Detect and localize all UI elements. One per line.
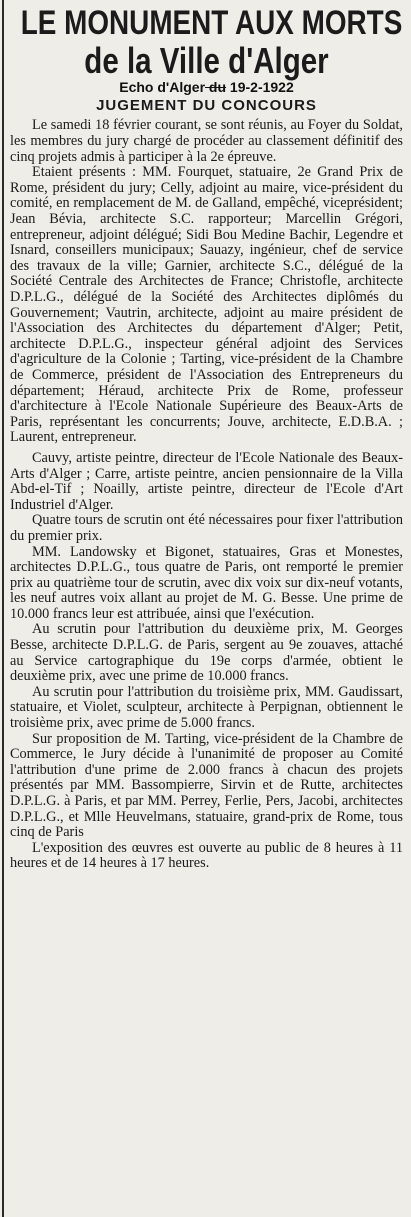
paragraph-3: Cauvy, artiste peintre, directeur de l'Ecole Nationale des Beaux-Arts d'Alger ; Carre, artiste peintre, ancien pensionnaire de la Villa Abd-el-Tif ; Noailly, artiste peintre, directeur de l'Ecole d'Art Industriel d'Alger. (10, 449, 403, 513)
article-body (10, 118, 403, 872)
annotation-prefix: Echo d'Alger (119, 79, 206, 96)
paragraph-9: L'exposition des œuvres est ouverte au public de 8 heures à 11 heures et de 14 heures à 17 heures. (10, 839, 403, 872)
headline-line-2: de la Ville d'Alger (84, 39, 329, 81)
paragraph-8: Sur proposition de M. Tarting, vice-président de la Chambre de Commerce, le Jury décide à l'unanimité de proposer au Comité l'attribution d'une prime de 2.000 francs à chacun des projets présentés par MM. Bassompierre, Sirvin et de Rutte, architectes D.P.L.G. à Paris, et par MM. Perrey, Ferlie, Pers, Jacobi, architectes D.P.L.G., et Mlle Heuvelmans, statuaire, grand-prix de Rome, tous cinq de Paris (10, 730, 403, 841)
paragraph-4: Quatre tours de scrutin ont été nécessaires pour fixer l'attribution du premier prix. (10, 512, 403, 544)
annotation-date: 19-2-1922 (226, 79, 294, 96)
paragraph-7: Au scrutin pour l'attribution du troisième prix, MM. Gaudissart, statuaire, et Violet, sculpteur, architecte à Perpignan, obtiennent le troisième prix, avec prime de 5.000 francs. (10, 683, 403, 732)
article-subheading: JUGEMENT DU CONCOURS (96, 97, 317, 115)
annotation-struck: du (205, 79, 227, 96)
headline-line-1: LE MONUMENT AUX MORTS (20, 4, 403, 42)
source-annotation (10, 79, 403, 95)
paragraph-6: Au scrutin pour l'attribution du deuxième prix, M. Georges Besse, architecte D.P.L.G. de Paris, sergent au 9e zouaves, attaché au Service cartographique du 19e corps d'armée, obtient le deuxième prix, avec une prime de 10.000 francs. (10, 621, 403, 685)
paragraph-5: MM. Landowsky et Bigonet, statuaires, Gras et Monestes, architectes D.P.L.G., tous quatre de Paris, ont remporté le premier prix au quatrième tour de scrutin, avec dix voix sur dix-neuf votants, les neuf autres voix allant au projet de M. G. Besse. Une prime de 10.000 francs leur est attribuée, ainsi que l'exécution. (10, 543, 403, 622)
column-rule (2, 0, 4, 1217)
paragraph-2: Etaient présents : MM. Fourquet, statuaire, 2e Grand Prix de Rome, président du jury; Celly, adjoint au maire, vice-président du comité, en remplacement de M. de Galland, empêché, viceprésident; Jean Bévia, architecte S.C. rapporteur; Marcellin Grégori, entrepreneur, adjoint délégué; Sidi Bou Medine Bachir, Legendre et Isnard, conseillers municipaux; Sauazy, ingénieur, chef de service des travaux de la ville; Garnier, architecte S.C., délégué de la Société Centrale des Architectes de France; Christofle, architecte D.P.L.G., délégué de la Société des Architectes diplômés du Gouvernement; Vautrin, architecte, adjoint au maire président de l'Association des Architectes du département d'Alger; Petit, architecte D.P.L.G., inspecteur général adjoint des Services d'agriculture de la Colonie ; Tarting, vice-président de la Chambre de Commerce, président de l'Association des Entrepreneurs du département; Héraud, architecte Prix de Rome, professeur d'architecture à l'Ecole Nationale Supérieure des Beaux-Arts de Paris, représentant les concurrents; Jouve, architecte, E.D.B.A. ; Laurent, entrepreneur. (10, 164, 403, 446)
paragraph-1: Le samedi 18 février courant, se sont réunis, au Foyer du Soldat, les membres du jury chargé de procéder au classement définitif des cinq projets admis à participer à la 2e épreuve. (10, 117, 403, 165)
